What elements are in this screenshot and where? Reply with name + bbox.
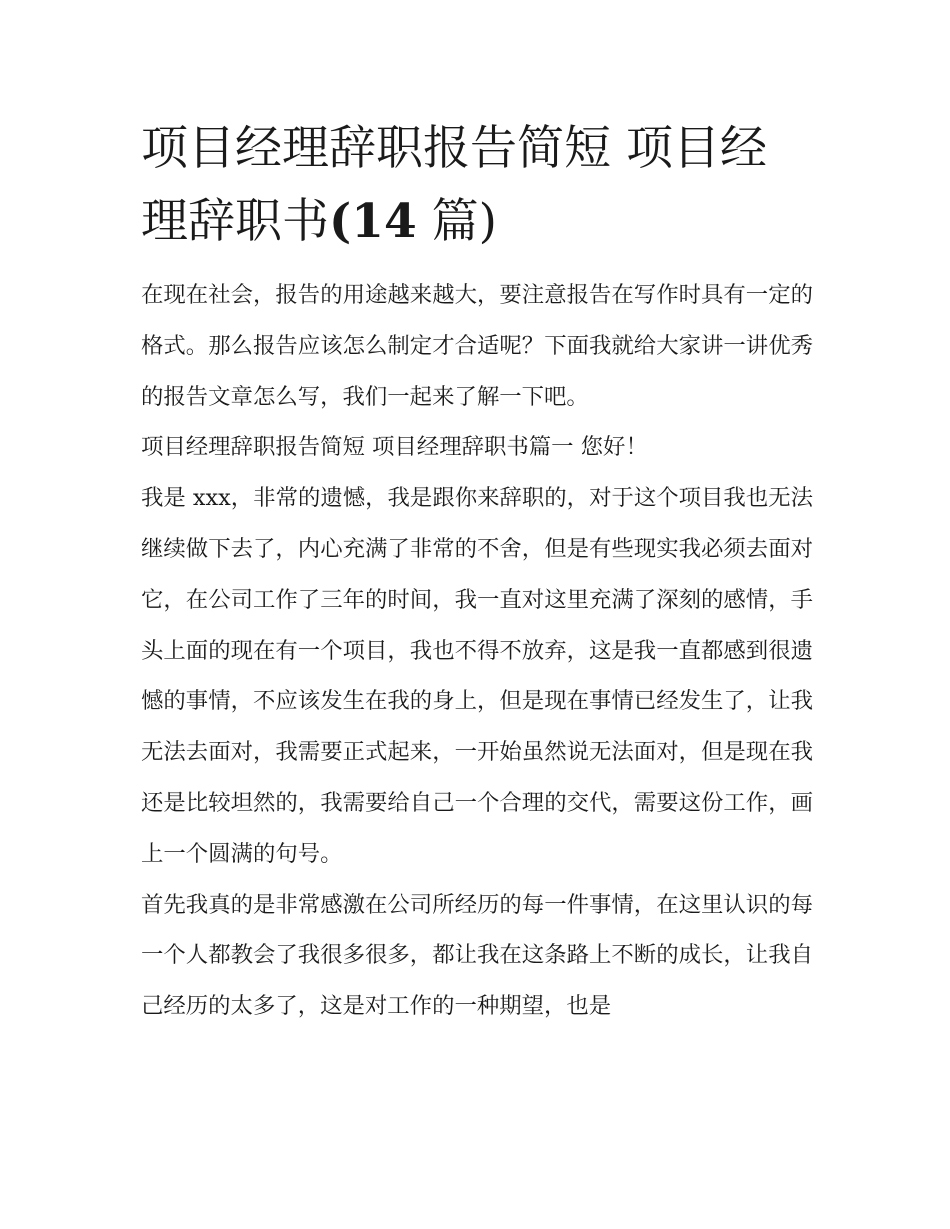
title-suffix: 篇) <box>416 194 497 249</box>
document-title <box>141 112 813 258</box>
body-paragraph: 首先我真的是非常感激在公司所经历的每一件事情，在这里认识的每一个人都教会了我很多很多，都让我在这条路上不断的成长，让我自己经历的太多了，这是对工作的一种期望，也是 <box>141 891 813 1020</box>
section-heading: 项目经理辞职报告简短 项目经理辞职书篇一 您好！ <box>141 434 648 461</box>
intro-paragraph: 在现在社会，报告的用途越来越大，要注意报告在写作时具有一定的格式。那么报告应该怎么制定才合适呢？下面我就给大家讲一讲优秀的报告文章怎么写，我们一起来了解一下吧。 <box>141 282 813 410</box>
document-page <box>141 112 813 1032</box>
title-text: 项目经理辞职报告简短 项目经理辞职书 <box>141 121 767 249</box>
title-count: (14 <box>329 194 417 249</box>
body-paragraph: 我是 xxx，非常的遗憾，我是跟你来辞职的，对于这个项目我也无法继续做下去了，内心充满了非常的不舍，但是有些现实我必须去面对它，在公司工作了三年的时间，我一直对这里充满了深刻的感情，手头上面的现在有一个项目，我也不得不放弃，这是我一直都感到很遗憾的事情，不应该发生在我的身上，但是现在事情已经发生了，让我无法去面对，我需要正式起来，一开始虽然说无法面对，但是现在我还是比较坦然的，我需要给自己一个合理的交代，需要这份工作，画上一个圆满的句号。 <box>141 485 813 867</box>
